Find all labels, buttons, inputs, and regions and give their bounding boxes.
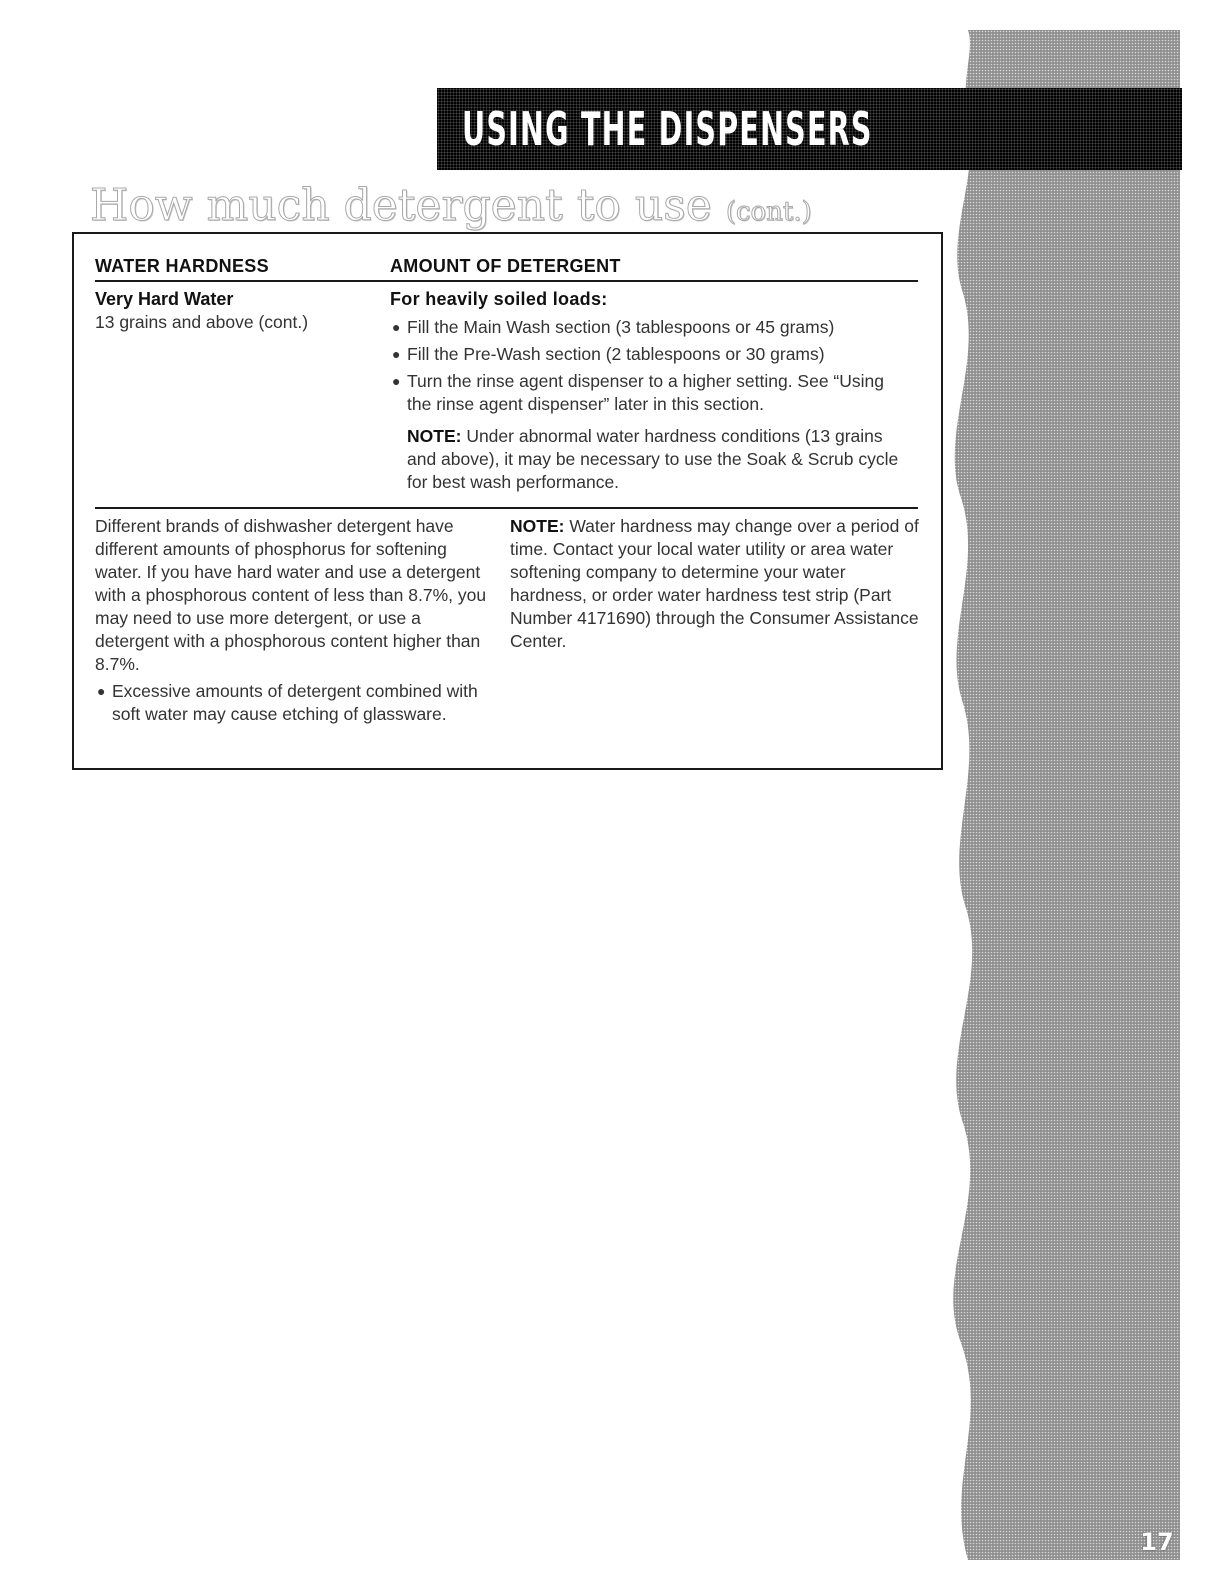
hardness-note — [510, 515, 925, 653]
amount-note — [407, 425, 907, 494]
hardness-category-title: Very Hard Water — [95, 289, 234, 309]
hardness-category-subtitle: 13 grains and above (cont.) — [95, 312, 309, 332]
column-header-amount: AMOUNT OF DETERGENT — [390, 256, 621, 276]
bullet-icon: ● — [392, 346, 401, 362]
bullet-icon: ● — [392, 373, 401, 389]
amount-list — [390, 316, 910, 420]
section-title — [90, 178, 812, 240]
list-item: ● Turn the rinse agent dispenser to a higher setting. See “Using the rinse agent dispenser” later in this section. — [392, 371, 884, 414]
bullet-icon: ● — [97, 683, 106, 699]
column-header-water-hardness: WATER HARDNESS — [95, 256, 269, 276]
page-number: 17 — [1140, 1528, 1174, 1556]
list-item: ● Fill the Pre-Wash section (2 tablespoons or 30 grams) — [392, 344, 825, 364]
header-rule — [95, 280, 918, 282]
section-title-suffix: (cont.) — [725, 197, 812, 227]
list-item: ● Fill the Main Wash section (3 tablespoons or 45 grams) — [392, 317, 835, 337]
amount-title: For heavily soiled loads: — [390, 289, 608, 309]
note-text: Water hardness may change over a period of time. Contact your local water utility or area water softening company to determine your water hardness, or order water hardness test strip (Part Number 4171690) through the Consumer Assistance Center. — [510, 516, 919, 651]
table-bottom-rule — [95, 507, 918, 509]
bullet-icon: ● — [392, 319, 401, 335]
etching-bullet: ● Excessive amounts of detergent combined with soft water may cause etching of glassware. — [97, 681, 478, 724]
note-text: Under abnormal water hardness conditions (13 grains and above), it may be necessary to use the Soak & Scrub cycle for best wash performance. — [407, 426, 899, 492]
section-title-text: How much detergent to use — [90, 180, 712, 231]
note-label: NOTE: — [407, 426, 462, 446]
banner-title: USING THE DISPENSERS — [462, 102, 873, 156]
phosphorus-paragraph: Different brands of dishwasher detergent have different amounts of phosphorus for softening water. If you have hard water and use a detergent with a phosphorous content of less than 8.7%, you may need to use more detergent, or use a detergent with a phosphorous content higher than 8.7%. — [95, 516, 487, 674]
note-label: NOTE: — [510, 516, 565, 536]
